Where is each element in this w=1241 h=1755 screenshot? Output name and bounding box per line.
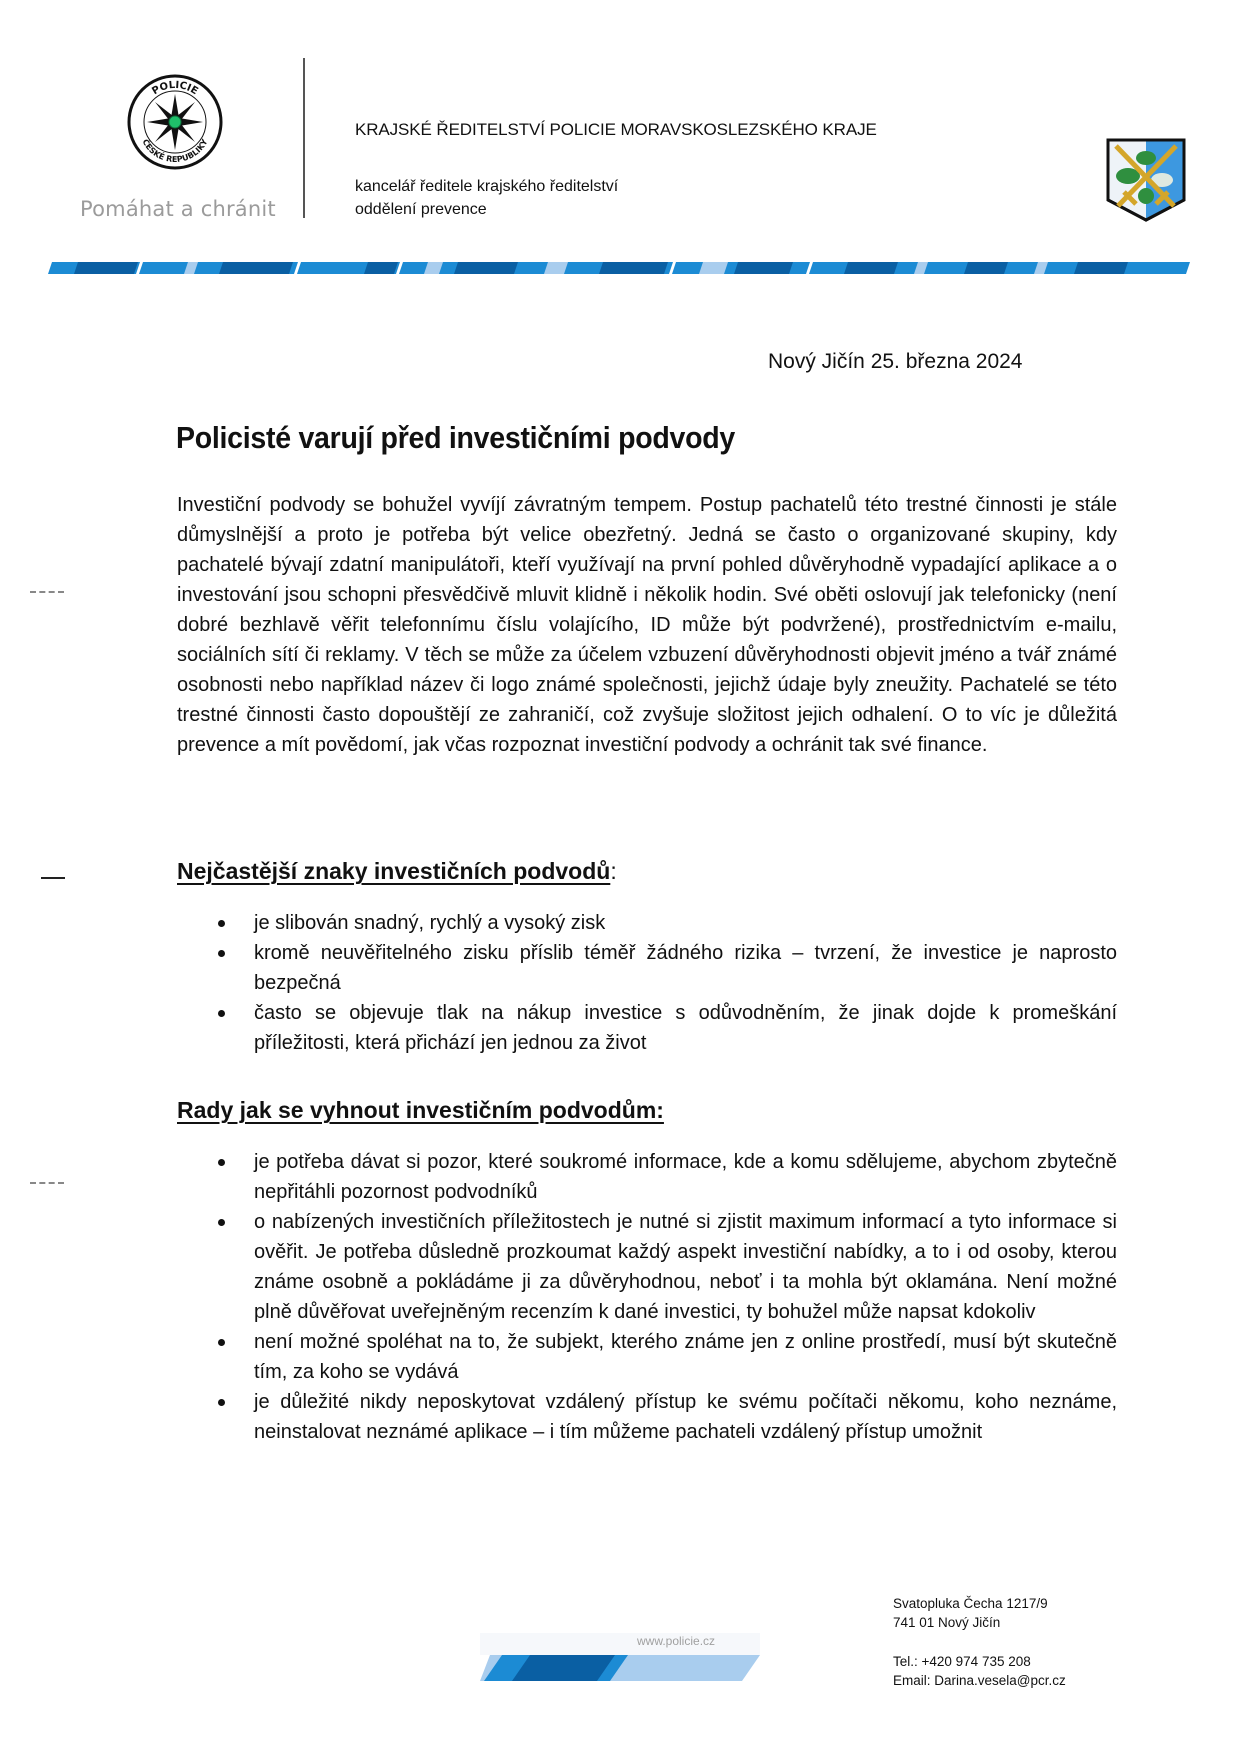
bullet-icon xyxy=(218,950,225,957)
header-stripe xyxy=(48,262,1194,274)
list-item: je důležité nikdy neposkytovat vzdálený přístup ke svému počítači někomu, koho neznáme, neinstalovat neznámé aplikace – i tím můžeme pachateli vzdálený přístup umožnit xyxy=(180,1387,1117,1447)
footer-contact xyxy=(893,1652,1066,1690)
signs-list xyxy=(180,908,1117,1058)
bullet-icon xyxy=(218,920,225,927)
tips-list xyxy=(180,1147,1117,1447)
list-item: není možné spoléhat na to, že subjekt, kterého známe jen z online prostředí, musí být skutečně tím, za koho se vydává xyxy=(180,1327,1117,1387)
intro-paragraph xyxy=(177,490,1117,760)
heading-colon: : xyxy=(610,858,617,884)
heading-text: Nejčastější znaky investičních podvodů xyxy=(177,858,611,884)
svg-text:POLICIE: POLICIE xyxy=(150,79,200,98)
section-heading-signs xyxy=(177,858,617,885)
city: 741 01 Nový Jičín xyxy=(893,1615,1001,1630)
list-item: je potřeba dávat si pozor, které soukromé informace, kde a komu sdělujeme, abychom zbytečně nepřitáhli pozornost podvodníků xyxy=(180,1147,1117,1207)
bullet-icon xyxy=(218,1010,225,1017)
police-logo-icon xyxy=(125,72,225,172)
email-link[interactable]: Email: Darina.vesela@pcr.cz xyxy=(893,1673,1066,1688)
phone: Tel.: +420 974 735 208 xyxy=(893,1654,1031,1669)
svg-text:ČESKÉ REPUBLIKY: ČESKÉ REPUBLIKY xyxy=(140,137,210,165)
department-name: oddělení prevence xyxy=(355,201,487,218)
document-title: Policisté varují před investičními podvody xyxy=(176,420,735,455)
office-name: kancelář ředitele krajského ředitelství xyxy=(355,178,619,195)
header-divider xyxy=(303,58,305,218)
organization-name: KRAJSKÉ ŘEDITELSTVÍ POLICIE MORAVSKOSLEZSKÉHO KRAJE xyxy=(355,120,877,139)
intro-text: Investiční podvody se bohužel vyvíjí závratným tempem. Postup pachatelů této trestné činnosti je stále důmyslnější a proto je potřeba být velice obezřetný. Jedná se často o organizované skupiny, kdy pachatelé bývají zdatní manipulátoři, kteří využívají na první pohled důvěryhodně vypadající aplikace a o investování jsou schopni přesvědčivě mluvit klidně i několik hodin. Své oběti oslovují jak telefonicky (není dobré bezhlavě věřit telefonnímu číslu volajícího, ID může být podvržené), prostřednictvím e-mailu, sociálních sítí či reklamy. V těch se může za účelem vzbuzení důvěryhodnosti objevit jméno a tvář známé osobnosti nebo například název či logo známé společnosti, jejichž údaje byly zneužity. Pachatelé se této trestné činnosti často dopouštějí ze zahraničí, což zvyšuje složitost jejich odhalení. O to víc je důležitá prevence a mít povědomí, jak včas rozpoznat investiční podvody a ochránit tak své finance. xyxy=(177,494,1117,756)
bullet-icon xyxy=(218,1159,225,1166)
bullet-icon xyxy=(218,1399,225,1406)
margin-marker xyxy=(41,877,65,879)
list-item: je slibován snadný, rychlý a vysoký zisk xyxy=(180,908,1117,938)
bullet-icon xyxy=(218,1219,225,1226)
bullet-icon xyxy=(218,1339,225,1346)
list-item: kromě neuvěřitelného zisku příslib téměř žádného rizika – tvrzení, že investice je naprosto bezpečná xyxy=(180,938,1117,998)
heading-text: Rady jak se vyhnout investičním podvodům: xyxy=(177,1097,664,1123)
street: Svatopluka Čecha 1217/9 xyxy=(893,1596,1048,1611)
footer-stripe xyxy=(480,1633,760,1689)
regional-coat-of-arms-icon xyxy=(1102,136,1190,224)
department-info xyxy=(355,175,618,221)
police-motto: Pomáhat a chránit xyxy=(80,197,276,221)
margin-marker xyxy=(30,591,64,593)
footer-address xyxy=(893,1594,1048,1632)
margin-marker xyxy=(30,1182,64,1184)
section-heading-tips xyxy=(177,1097,664,1124)
list-item: často se objevuje tlak na nákup investice s odůvodněním, že jinak dojde k promeškání příležitosti, která přichází jen jednou za život xyxy=(180,998,1117,1058)
date-line: Nový Jičín 25. března 2024 xyxy=(768,350,1023,373)
list-item: o nabízených investičních příležitostech je nutné si zjistit maximum informací a tyto informace si ověřit. Je potřeba důsledně prozkoumat každý aspekt investiční nabídky, a to i od osoby, kterou známe osobně a pokládáme ji za důvěryhodnou, neboť i ta mohla být oklamána. Není možné plně důvěřovat uveřejněným recenzím k dané investici, ty bohužel může napsat kdokoliv xyxy=(180,1207,1117,1327)
website-link[interactable]: www.policie.cz xyxy=(637,1634,716,1648)
